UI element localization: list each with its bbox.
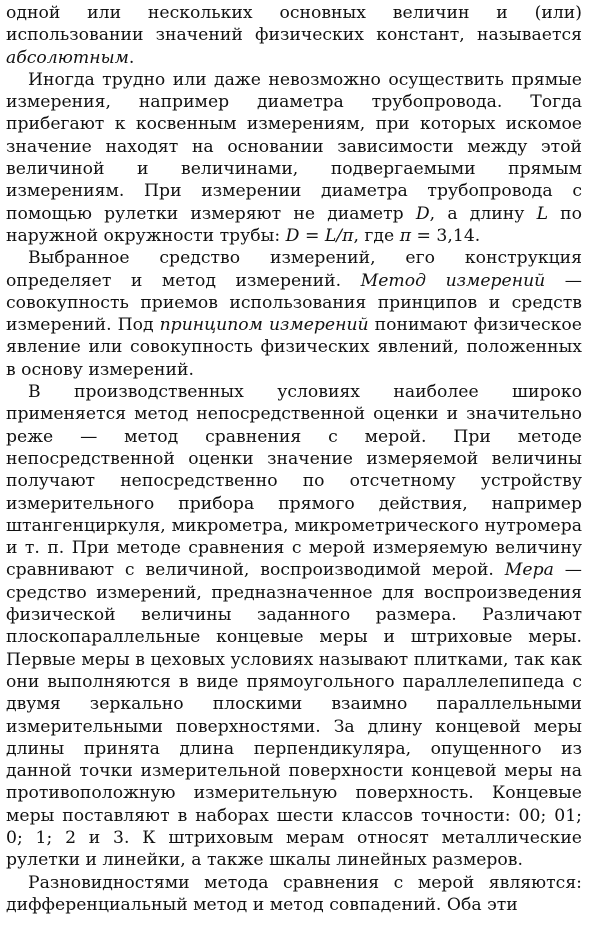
italic-term: D [415, 203, 430, 224]
text-run: В производственных условиях наиболее широко применяется метод непосредственной оценки и значительно реже — метод сравнения с мерой. При методе непосредственной оценки значение измеряемой величины получают непосредственно по отсчетному устройству измерительного прибора прямого действия, например штангенциркуля, микрометра, микрометрического нутромера и т. п. При методе сравнения с мерой измеряемую величину сравнивают с величиной, воспроизводимой мерой. [6, 382, 582, 581]
book-page [6, 2, 582, 916]
paragraph-indirect-measurement [6, 69, 582, 247]
paragraph-measurement-method [6, 247, 582, 381]
italic-term: D [285, 225, 300, 246]
paragraph-method-varieties [6, 872, 582, 917]
text-run: , а длину [429, 203, 537, 224]
text-run: Разновидностями метода сравнения с мерой являются: дифференциальный метод и метод совпадений. Оба эти [6, 872, 582, 915]
paragraph-absolute-measurement [6, 2, 582, 69]
italic-term: Мера [504, 560, 554, 581]
text-run: одной или нескольких основных величин и (или) использовании значений физических констант, называется [6, 3, 582, 46]
text-run: понимают физическое явление или совокупность физических явлений, положенных в основу измерений. [6, 315, 582, 380]
italic-term: Метод измерений [360, 270, 546, 291]
paragraph-comparison-with-measure [6, 381, 582, 872]
text-run: — совокупность приемов использования принципов и средств измерений. Под [6, 270, 582, 336]
italic-term: L/π [324, 225, 354, 246]
text-run: Иногда трудно или даже невозможно осуществить прямые измерения, например диаметра трубопровода. Тогда прибегают к косвенным измерениям, при которых искомое значение находят на основании зависимости между этой величиной и величинами, подвергаемыми прямым измерениям. При измерении диаметра трубопровода с помощью рулетки измеряют не диаметр [6, 69, 582, 224]
italic-term: L [536, 203, 548, 224]
italic-term: принципом измерений [159, 315, 369, 336]
text-run: . [128, 47, 135, 68]
text-run: по наружной окружности трубы: [6, 203, 583, 246]
text-run: = 3,14. [411, 225, 481, 246]
text-run: — средство измерений, предназначенное для воспроизведения физической величины заданного размера. Различают плоскопараллельные концевые меры и штриховые меры. Первые меры в цеховых условиях называют плитками, так как они выполняются в виде прямоугольного параллелепипеда с двумя зеркально плоскими взаимно параллельными измерительными поверхностями. За длину концевой меры длины принята длина перпендикуляра, опущенного из данной точки измерительной поверхности концевой меры на противоположную измерительную поверхность. Концевые меры поставляют в наборах шести классов точности: 00; 01; 0; 1; 2 и 3. К штриховым мерам относят металлические рулетки и линейки, а также шкалы линейных размеров. [6, 560, 582, 871]
italic-term: π [399, 225, 412, 246]
text-run: , где [353, 225, 400, 246]
italic-term: абсолютным [6, 47, 129, 68]
text-run: = [299, 225, 325, 246]
text-run: Выбранное средство измерений, его конструкция определяет и метод измерений. [6, 248, 582, 291]
